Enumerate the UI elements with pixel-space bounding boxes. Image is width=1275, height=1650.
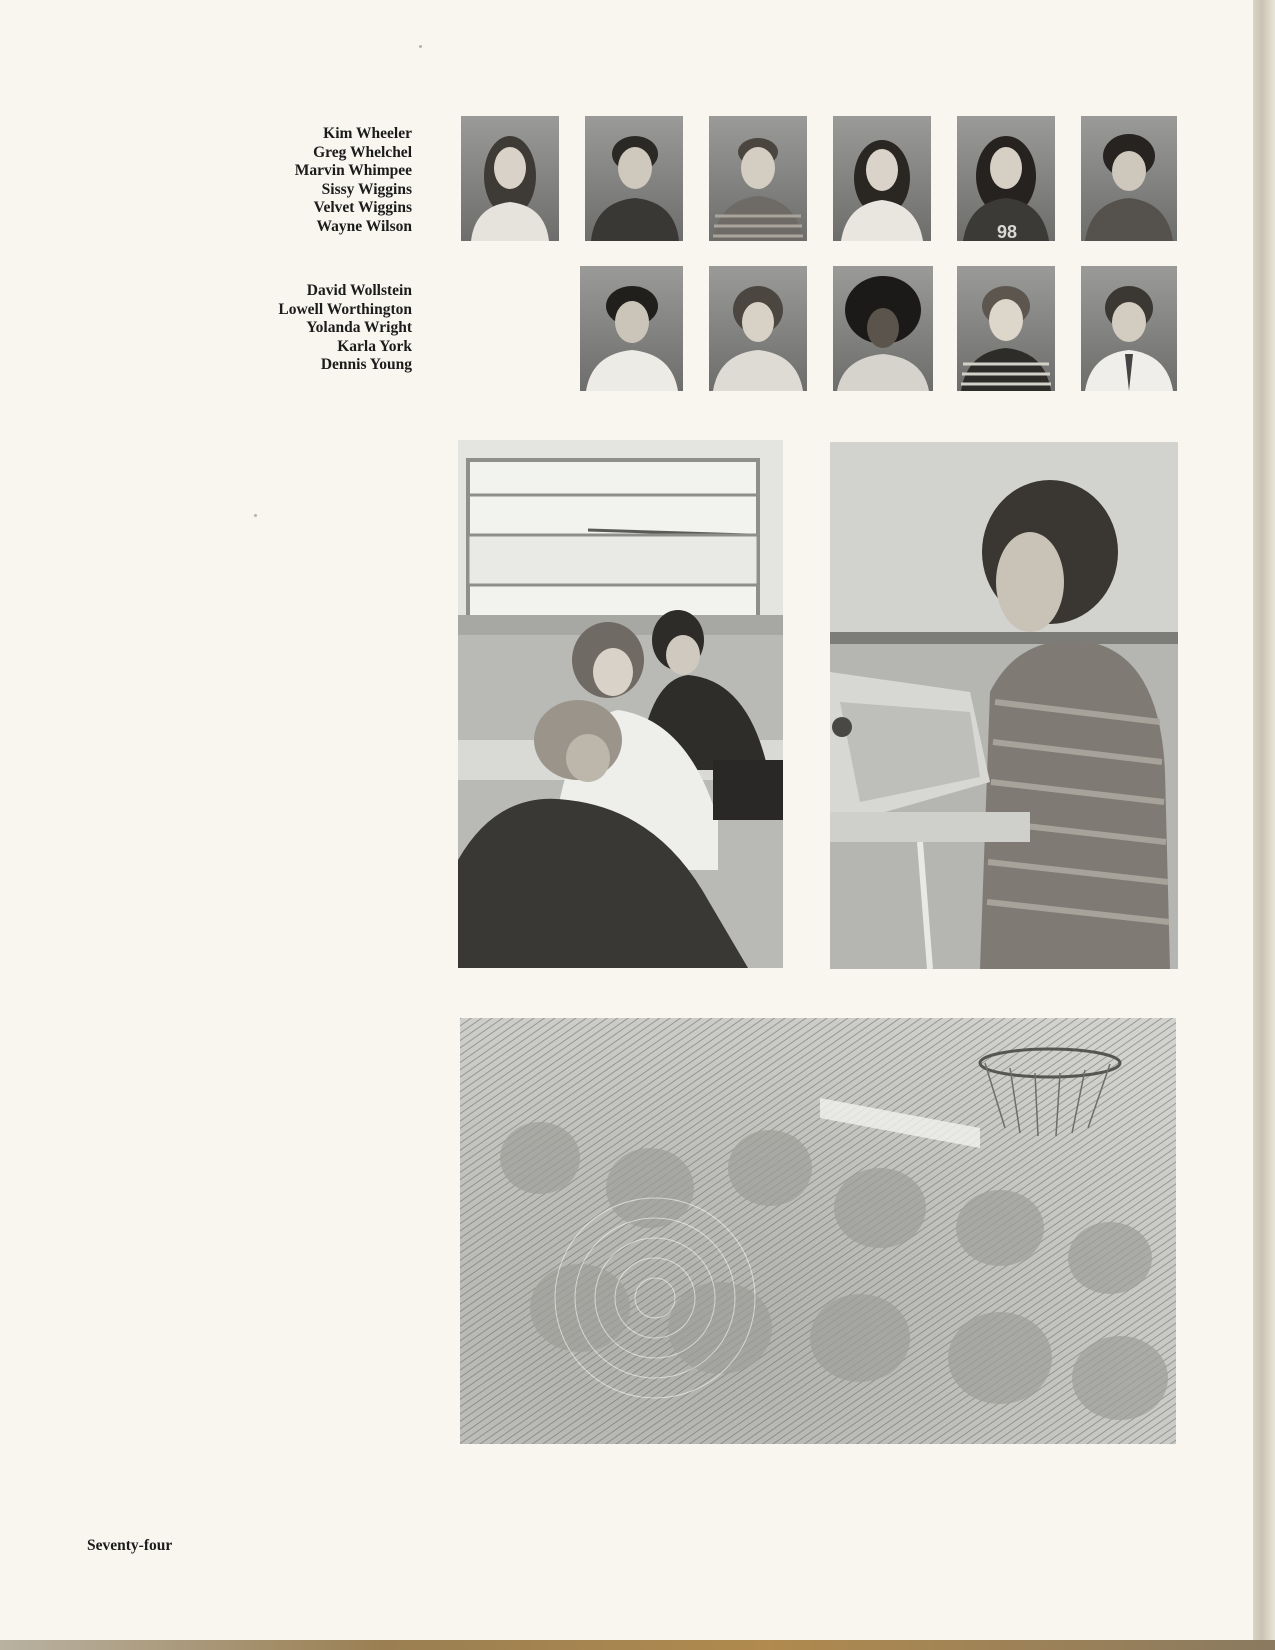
paper-speck (254, 514, 257, 517)
svg-text:98: 98 (997, 222, 1018, 241)
student-portrait (957, 266, 1055, 391)
names-list-row1 (295, 125, 412, 236)
crowd-basketball-photo (460, 1018, 1176, 1444)
student-portrait (1081, 266, 1177, 391)
student-portrait (833, 116, 931, 241)
student-portrait (709, 266, 807, 391)
student-name: Greg Whelchel (313, 143, 412, 161)
student-portrait (1081, 116, 1177, 241)
student-portrait (709, 116, 807, 241)
student-name: Marvin Whimpee (294, 162, 412, 179)
page-number: Seventy-four (87, 1537, 173, 1554)
page-gutter-edge (1253, 0, 1275, 1650)
student-name: Velvet Wiggins (313, 199, 412, 216)
student-name: Wayne Wilson (316, 217, 412, 235)
classroom-photo (458, 440, 783, 968)
student-name: Dennis Young (320, 356, 412, 373)
student-name: Karla York (337, 337, 412, 355)
student-name: Kim Wheeler (323, 125, 412, 142)
typing-student-photo (830, 442, 1178, 969)
student-portrait (833, 266, 933, 391)
student-name: Yolanda Wright (306, 319, 412, 336)
student-portrait (461, 116, 559, 241)
student-name: Lowell Worthington (278, 300, 412, 318)
student-portrait (585, 116, 683, 241)
paper-speck (419, 45, 422, 48)
student-portrait (580, 266, 683, 391)
student-portrait (957, 116, 1055, 241)
student-name: Sissy Wiggins (321, 180, 412, 198)
scan-bottom-edge (0, 1640, 1275, 1650)
names-list-row2 (278, 282, 412, 375)
student-name: David Wollstein (306, 282, 412, 299)
